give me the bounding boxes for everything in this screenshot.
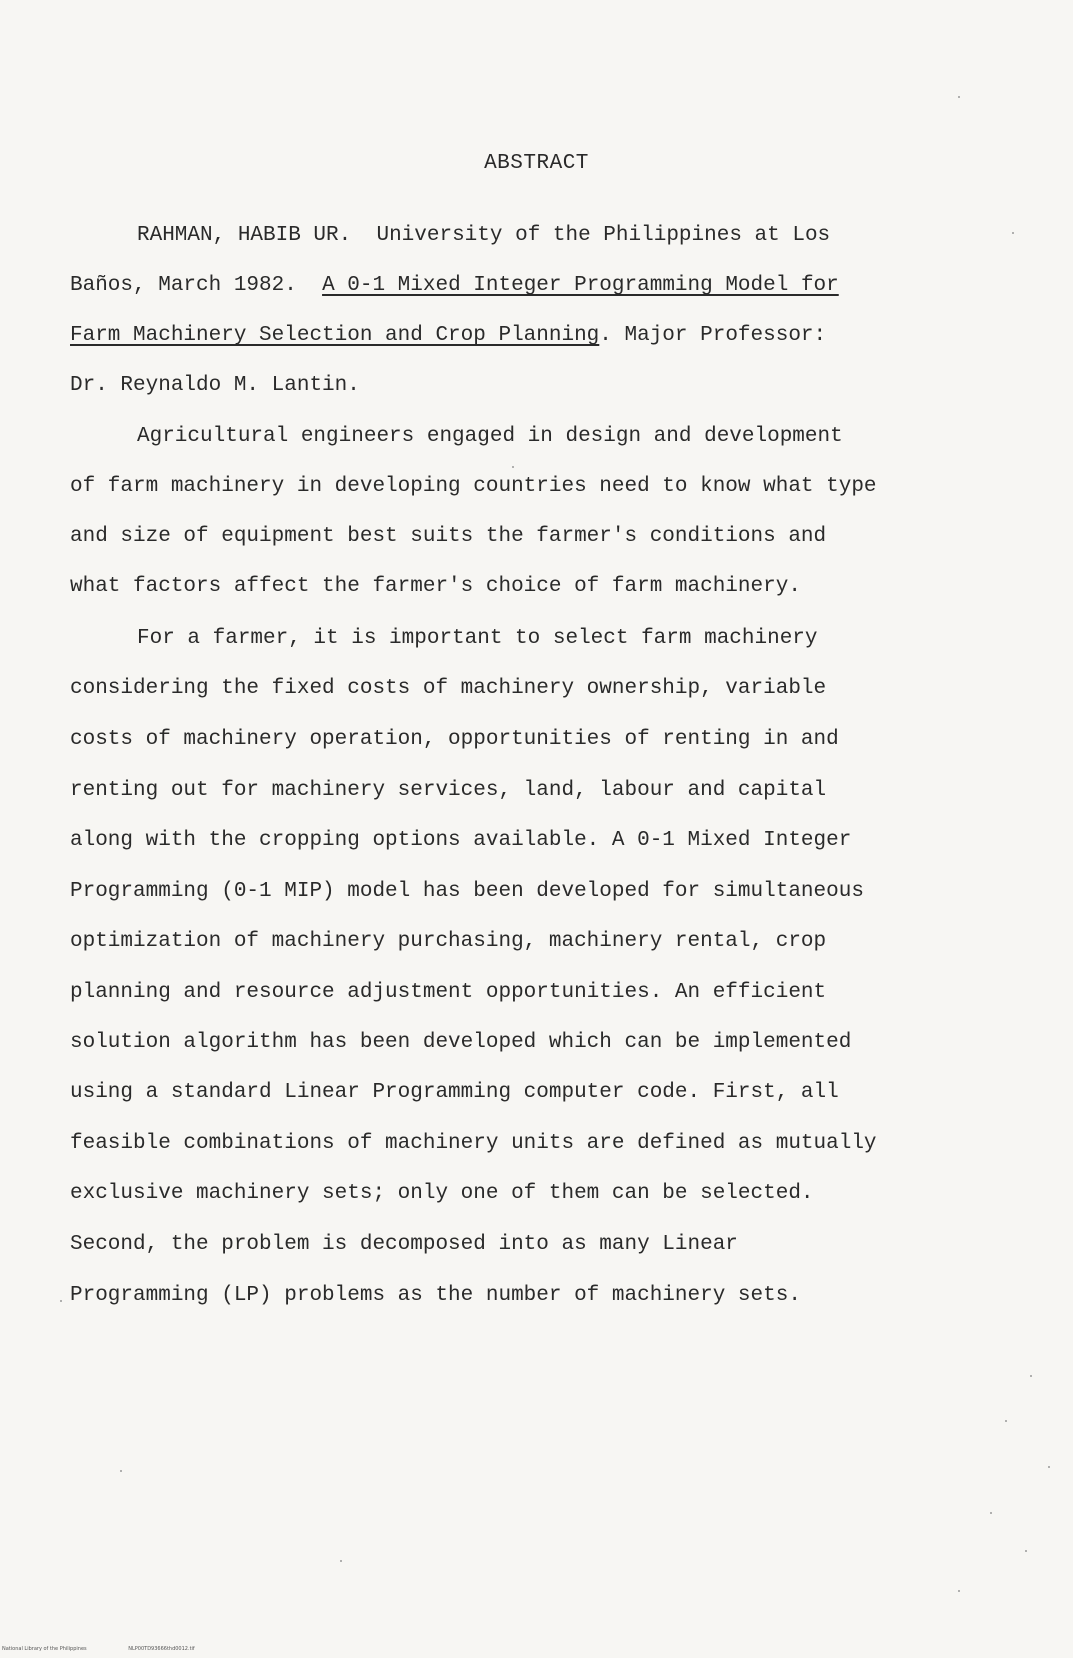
header-line-2 xyxy=(70,273,839,299)
scan-speck xyxy=(1030,1375,1032,1377)
library-label: National Library of the Philippines xyxy=(2,1646,87,1652)
scan-speck xyxy=(120,1470,122,1472)
scan-speck xyxy=(1005,1420,1007,1422)
university: University of the Philippines at Los xyxy=(376,224,831,247)
paragraph-2-line: Programming (LP) problems as the number of machinery sets. xyxy=(70,1284,801,1307)
paragraph-1-line: of farm machinery in developing countries need to know what type xyxy=(70,475,877,498)
author-name: RAHMAN, HABIB UR. xyxy=(137,224,352,247)
abstract-heading: ABSTRACT xyxy=(484,152,589,175)
paragraph-2-line: along with the cropping options available. A 0-1 Mixed Integer xyxy=(70,829,852,852)
paragraph-2-line: exclusive machinery sets; only one of them can be selected. xyxy=(70,1182,814,1205)
scan-speck xyxy=(990,1512,992,1514)
major-professor-label: . Major Professor: xyxy=(599,324,827,347)
paragraph-2-line: optimization of machinery purchasing, machinery rental, crop xyxy=(70,930,827,953)
scan-speck xyxy=(958,96,960,98)
paragraph-1-line: what factors affect the farmer's choice of farm machinery. xyxy=(70,575,801,598)
paragraph-2-line: costs of machinery operation, opportunities of renting in and xyxy=(70,728,839,751)
header-line-1 xyxy=(137,223,830,249)
scan-speck xyxy=(512,466,514,468)
scan-speck xyxy=(340,1560,342,1562)
paragraph-2-line: For a farmer, it is important to select farm machinery xyxy=(137,627,818,650)
thesis-title-part-1: A 0-1 Mixed Integer Programming Model for xyxy=(322,274,839,297)
header-line-3 xyxy=(70,323,826,349)
scan-footer xyxy=(2,1646,235,1652)
scan-speck xyxy=(1025,1550,1027,1552)
paragraph-2-line: feasible combinations of machinery units are defined as mutually xyxy=(70,1132,877,1155)
paragraph-2-line: considering the fixed costs of machinery ownership, variable xyxy=(70,677,827,700)
paragraph-2-line: Programming (0-1 MIP) model has been developed for simultaneous xyxy=(70,880,864,903)
paragraph-1-line: Agricultural engineers engaged in design and development xyxy=(137,425,843,448)
scan-speck xyxy=(1012,232,1014,234)
paragraph-2-line: solution algorithm has been developed which can be implemented xyxy=(70,1031,852,1054)
paragraph-2-line: using a standard Linear Programming computer code. First, all xyxy=(70,1081,839,1104)
scan-speck xyxy=(1048,1466,1050,1468)
file-id: NLP00TD93666thd0012.tif xyxy=(128,1646,195,1652)
paragraph-2-line: planning and resource adjustment opportunities. An efficient xyxy=(70,981,827,1004)
paragraph-2-line: Second, the problem is decomposed into as many Linear xyxy=(70,1233,738,1256)
paragraph-2-line: renting out for machinery services, land, labour and capital xyxy=(70,779,827,802)
scan-speck xyxy=(958,1590,960,1592)
scan-speck xyxy=(60,1300,62,1302)
paragraph-1-line: and size of equipment best suits the farmer's conditions and xyxy=(70,525,827,548)
place-date: Baños, March 1982. xyxy=(70,274,297,297)
thesis-title-part-2: Farm Machinery Selection and Crop Planning xyxy=(70,324,600,347)
major-professor-name: Dr. Reynaldo M. Lantin. xyxy=(70,374,360,397)
